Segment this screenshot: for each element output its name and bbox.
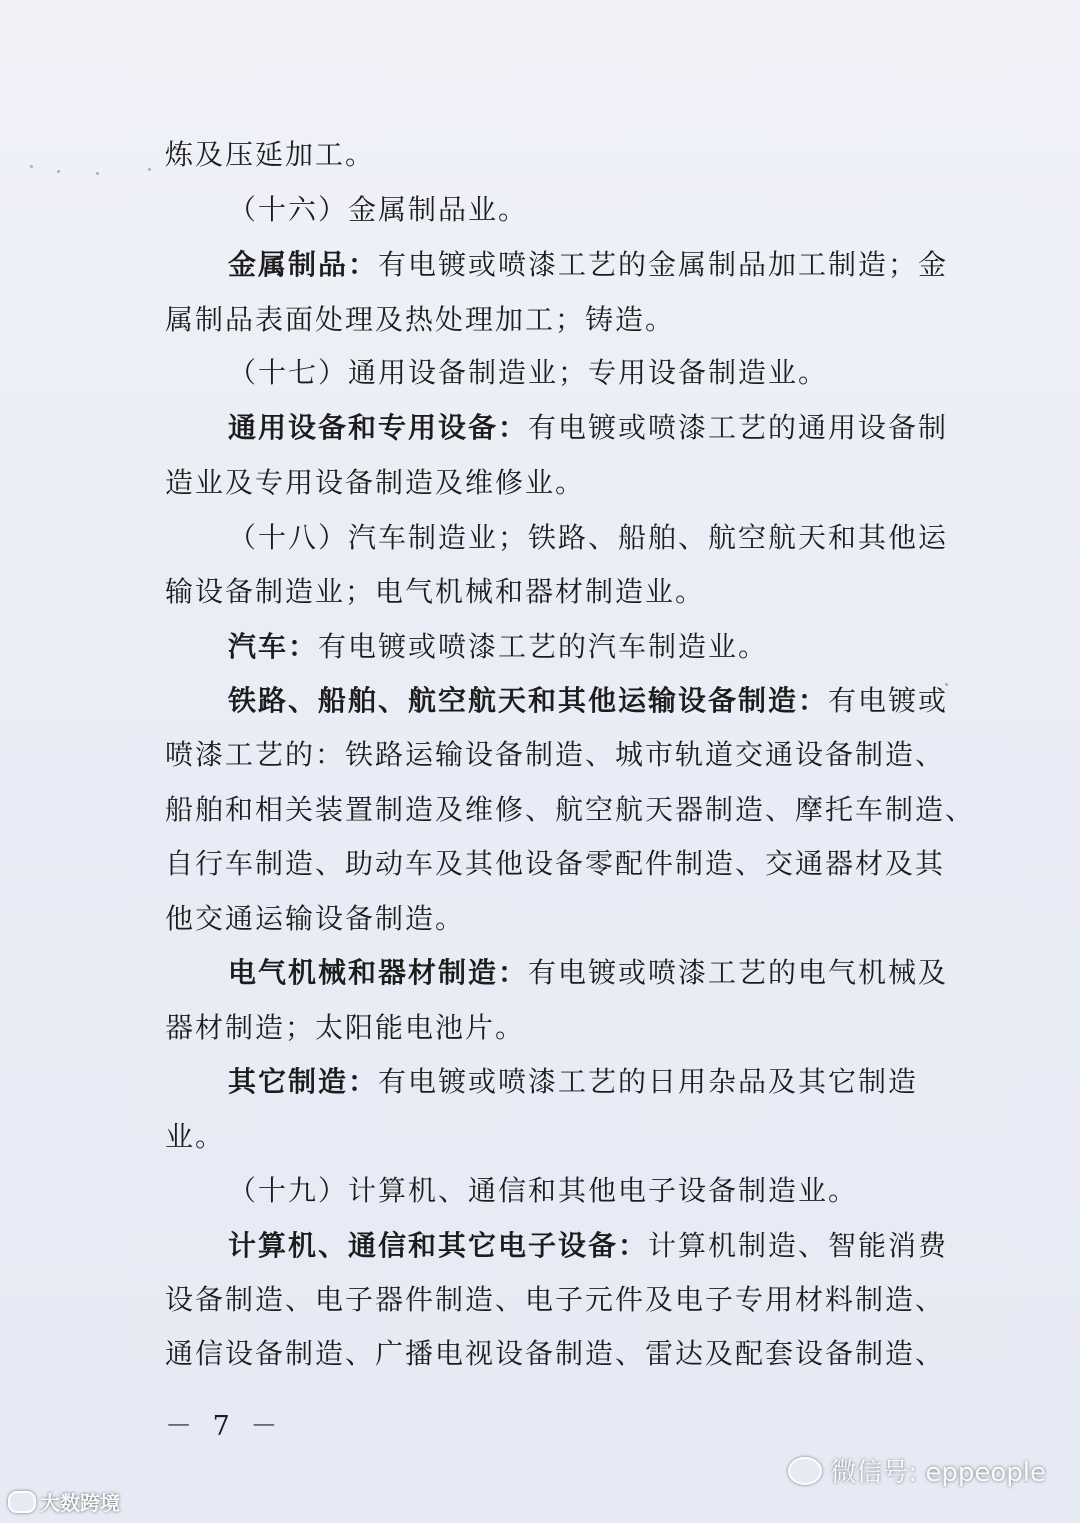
text-line: 炼及压延加工。 [165, 138, 376, 171]
text-line: 自行车制造、助动车及其他设备零配件制造、交通器材及其 [165, 847, 946, 880]
brand-name: 大数跨境 [40, 1491, 120, 1515]
scan-speck [30, 165, 33, 168]
wechat-watermark [788, 1452, 1046, 1489]
text-line [228, 245, 949, 285]
text-line: 造业及专用设备制造及维修业。 [165, 466, 586, 499]
term-text: 有电镀或喷漆工艺的电气机械及 [528, 956, 949, 989]
section-heading: （十九）计算机、通信和其他电子设备制造业。 [228, 1174, 859, 1207]
wechat-icon [788, 1457, 822, 1485]
term-text: 有电镀或喷漆工艺的日用杂品及其它制造 [378, 1065, 919, 1098]
text-line [228, 1062, 919, 1102]
text-line: 喷漆工艺的：铁路运输设备制造、城市轨道交通设备制造、 [165, 738, 946, 771]
scan-speck [57, 170, 60, 173]
section-heading: （十八）汽车制造业；铁路、船舶、航空航天和其他运 [228, 521, 949, 554]
term-label: 金属制品： [228, 248, 379, 281]
scan-speck [148, 168, 151, 171]
text-line: 船舶和相关装置制造及维修、航空航天器制造、摩托车制造、 [165, 793, 976, 826]
term-text: 有电镀或喷漆工艺的汽车制造业。 [318, 630, 769, 663]
scan-speck [96, 172, 99, 175]
text-line: 他交通运输设备制造。 [165, 902, 466, 935]
text-line: 设备制造、电子器件制造、电子元件及电子专用材料制造、 [165, 1283, 946, 1316]
term-label: 汽车： [228, 630, 319, 663]
page-number: － 7 － [165, 1411, 284, 1442]
term-label: 电气机械和器材制造： [228, 956, 529, 989]
text-line [228, 681, 949, 721]
text-line: 属制品表面处理及热处理加工；铸造。 [165, 303, 676, 336]
text-line: 器材制造；太阳能电池片。 [165, 1011, 526, 1044]
text-line [228, 1226, 949, 1266]
brand-logo-icon [8, 1491, 36, 1513]
term-label: 通用设备和专用设备： [228, 411, 529, 444]
text-line: 输设备制造业；电气机械和器材制造业。 [165, 575, 706, 608]
term-text: 计算机制造、智能消费 [648, 1229, 949, 1262]
text-line: 通信设备制造、广播电视设备制造、雷达及配套设备制造、 [165, 1337, 946, 1370]
term-label: 其它制造： [228, 1065, 379, 1098]
term-text: 有电镀或 [828, 684, 949, 717]
term-label: 铁路、船舶、航空航天和其他运输设备制造： [228, 684, 829, 717]
brand-watermark [8, 1487, 120, 1516]
text-line: 业。 [165, 1120, 226, 1153]
wechat-id: 微信号: eppeople [830, 1458, 1046, 1488]
section-heading: （十六）金属制品业。 [228, 193, 529, 226]
term-text: 有电镀或喷漆工艺的通用设备制 [528, 411, 949, 444]
term-label: 计算机、通信和其它电子设备： [228, 1229, 649, 1262]
term-text: 有电镀或喷漆工艺的金属制品加工制造；金 [378, 248, 949, 281]
text-line [228, 408, 949, 448]
section-heading: （十七）通用设备制造业；专用设备制造业。 [228, 356, 829, 389]
text-line [228, 627, 910, 667]
text-line [228, 953, 949, 993]
